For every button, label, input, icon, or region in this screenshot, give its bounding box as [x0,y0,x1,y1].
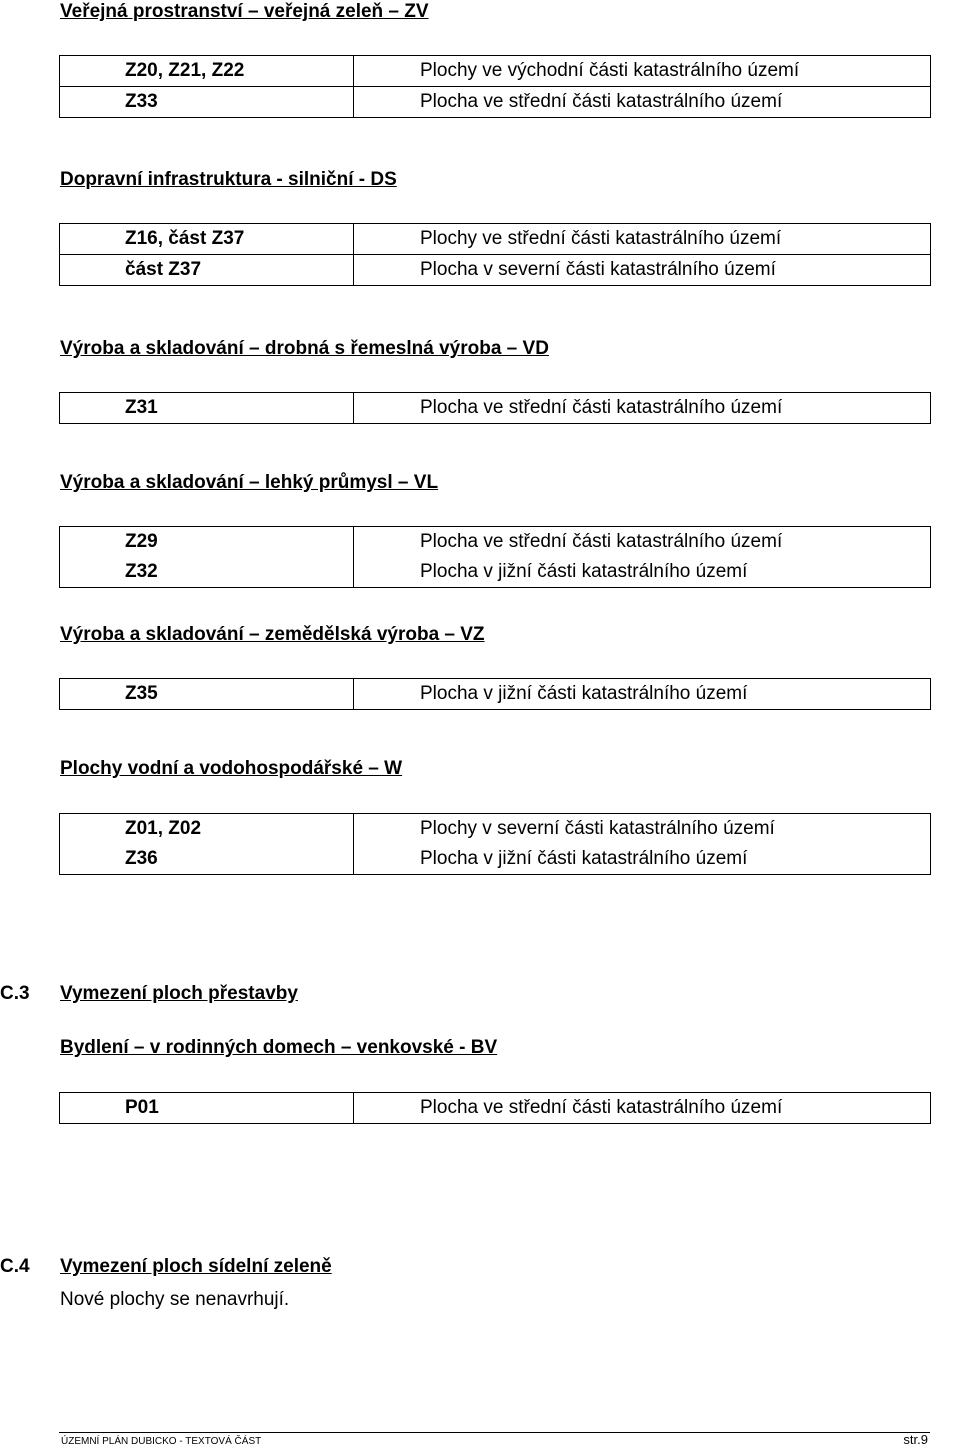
zone-description: Plocha ve střední části katastrálního území [420,531,783,552]
zone-table-bv [59,1092,931,1124]
section-number: C.4 [0,1256,30,1277]
zone-code: Z01, Z02 [60,814,354,845]
section-c4-title [0,1255,332,1279]
zone-code: Z32 [60,557,354,588]
table-row [60,87,931,118]
heading-plochy-vodni: Plochy vodní a vodohospodářské – W [60,758,403,779]
zone-table-vd [59,392,931,424]
zone-code: Z35 [60,679,354,710]
zone-table-zv [59,55,931,118]
table-row [60,255,931,286]
heading-dopravni-infrastruktura: Dopravní infrastruktura - silniční - DS [60,169,397,190]
table-row [60,844,931,875]
page-footer [59,1432,930,1450]
zone-description: Plocha v severní části katastrálního území [354,255,931,286]
zone-description: Plochy v severní části katastrálního území [420,818,775,839]
zone-table-ds [59,223,931,286]
zone-description: Plocha ve střední části katastrálního území [420,1097,783,1118]
table-row [60,393,931,424]
zone-code: Z29 [60,527,354,558]
zone-code: Z16, část Z37 [60,224,354,255]
zone-code: Z36 [60,844,354,875]
zone-description: Plocha v jižní části katastrálního území [420,683,748,704]
table-row [60,1093,931,1124]
heading-vyroba-vz: Výroba a skladování – zemědělská výroba – VZ [60,624,485,645]
footer-document-title: ÚZEMNÍ PLÁN DUBICKO - TEXTOVÁ ČÁST [61,1436,262,1447]
table-row [60,679,931,710]
zone-description: Plocha ve střední části katastrálního území [354,87,931,118]
zone-code: Z33 [60,87,354,118]
heading-vyroba-vd: Výroba a skladování – drobná s řemeslná výroba – VD [60,338,549,359]
zone-code: P01 [60,1093,354,1124]
section-title: Vymezení ploch přestavby [60,983,298,1004]
zone-table-w [59,813,931,875]
zone-description: Plochy ve východní části katastrálního území [420,60,800,81]
table-row [60,224,931,255]
zone-code: Z20, Z21, Z22 [60,56,354,87]
zone-description: Plochy ve střední části katastrálního území [420,228,782,249]
zone-table-vz [59,678,931,710]
heading-verejna-prostranstvi: Veřejná prostranství – veřejná zeleň – ZV [60,1,429,22]
section-number: C.3 [0,983,30,1004]
zone-description: Plocha v jižní části katastrálního území [420,561,748,582]
table-row [60,557,931,588]
section-c4-text: Nové plochy se nenavrhují. [60,1289,290,1310]
zone-description: Plocha ve střední části katastrálního území [420,397,783,418]
table-row [60,56,931,87]
zone-table-vl [59,526,931,588]
heading-vyroba-vl: Výroba a skladování – lehký průmysl – VL [60,472,439,493]
zone-code: Z31 [60,393,354,424]
zone-description: Plocha v jižní části katastrálního území [420,848,748,869]
zone-code: část Z37 [60,255,354,286]
page-number: str.9 [903,1432,928,1447]
heading-bydleni-bv: Bydlení – v rodinných domech – venkovské - BV [60,1037,498,1058]
section-title: Vymezení ploch sídelní zeleně [60,1256,332,1277]
section-c3-title [0,982,298,1006]
table-row [60,527,931,558]
table-row [60,814,931,845]
